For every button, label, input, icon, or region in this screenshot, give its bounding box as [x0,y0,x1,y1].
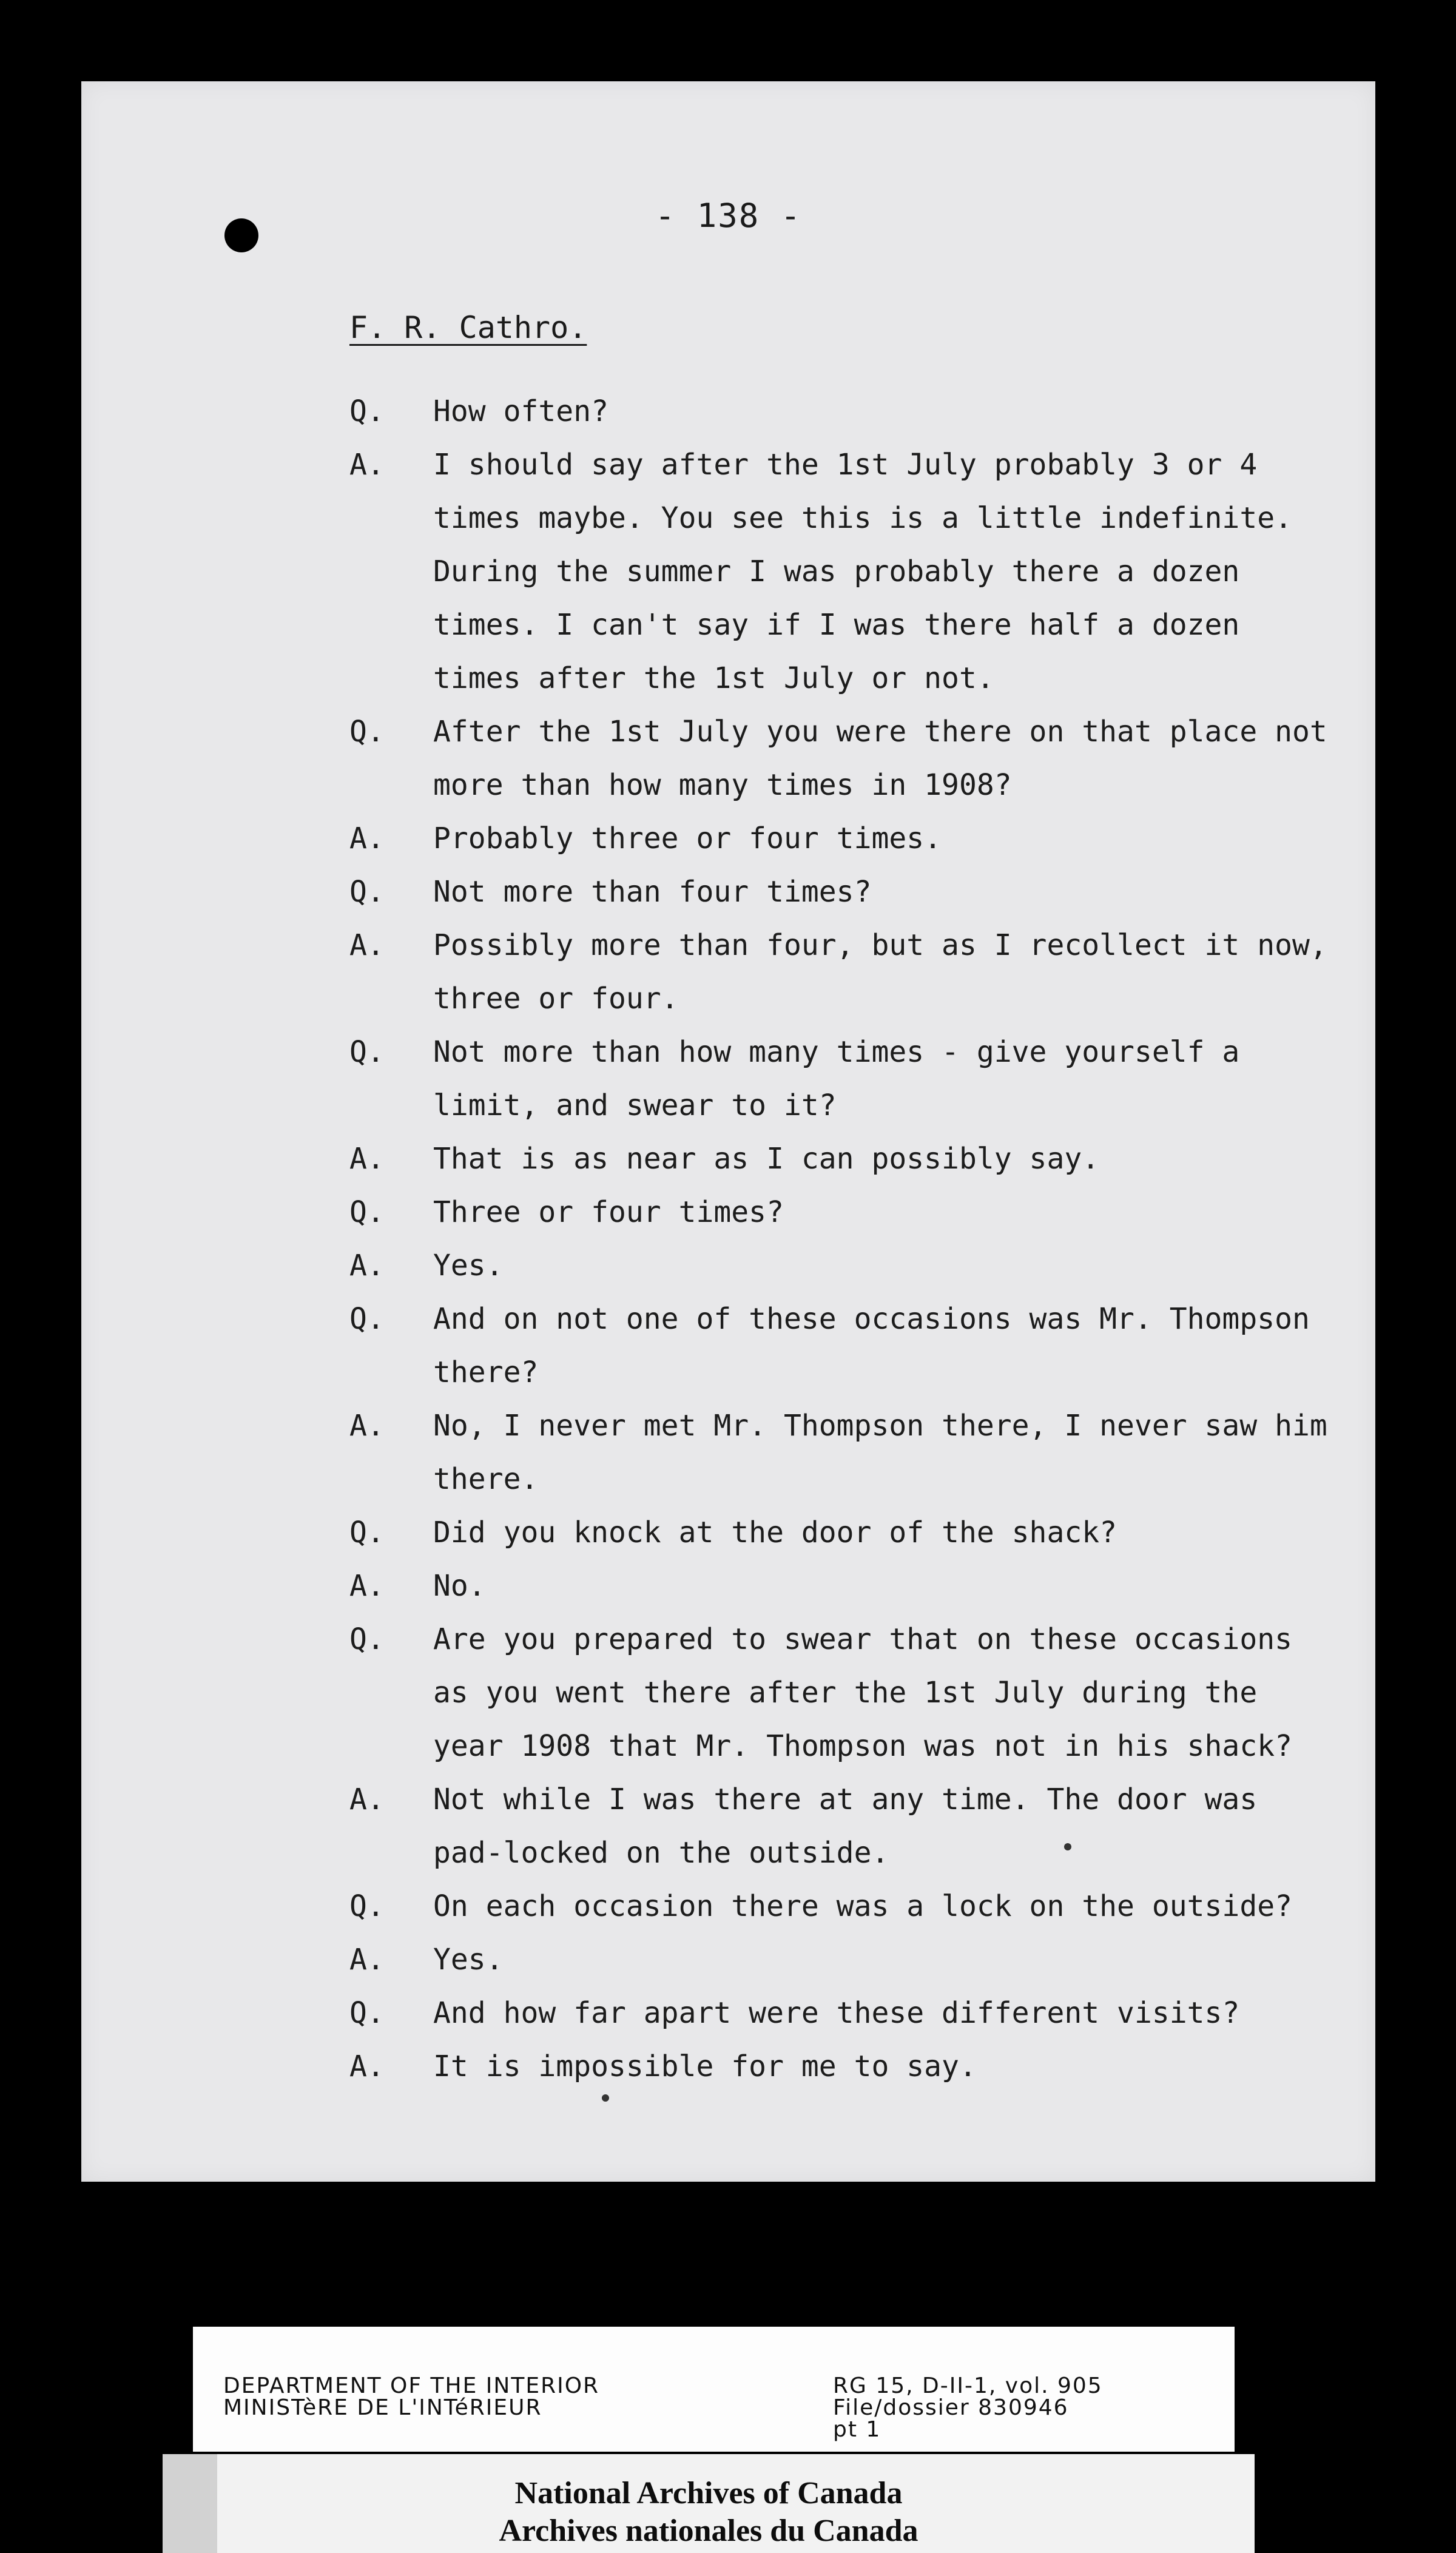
archives-name [163,2475,1255,2550]
speaker-label: Q. [349,875,385,909]
testimony-text: Are you prepared to swear that on these occasions as you went there after the 1st July during the year 1908 that Mr. Thompson was not in his shack? [433,1622,1293,1763]
department-block [223,2375,599,2419]
question-row [349,1185,1344,1239]
testimony-text: On each occasion there was a lock on the outside? [433,1889,1293,1923]
speaker-label: Q. [349,1622,385,1656]
testimony-text: And how far apart were these different visits? [433,1996,1240,2030]
answer-row [349,919,1344,1025]
reference: RG 15, D-II-1, vol. 905 [833,2373,1103,2398]
testimony-text: Did you knock at the door of the shack? [433,1516,1117,1550]
question-row [349,1292,1344,1399]
archives-name-en: National Archives of Canada [514,2476,903,2511]
ink-dot [602,2094,609,2102]
document-page [81,81,1375,2182]
testimony-text: Yes. [433,1249,504,1283]
answer-row [349,1399,1344,1506]
archives-name-fr: Archives nationales du Canada [499,2514,918,2548]
department-en: DEPARTMENT OF THE INTERIOR [223,2373,600,2398]
transcript [349,385,1344,2093]
speaker-label: A. [349,821,385,855]
speaker-label: A. [349,1943,385,1977]
testimony-text: I should say after the 1st July probably 3 or 4 times maybe. You see this is a little indefinite. During the summer I was probably there a dozen times. I can't say if I was there half a dozen times after the 1st July or not. [433,448,1293,695]
file-number: File/dossier 830946 [833,2395,1069,2420]
testimony-text: That is as near as I can possibly say. [433,1142,1100,1176]
part-number: pt 1 [833,2417,881,2442]
page-number: - 138 - [655,197,802,235]
testimony-text: No. [433,1569,486,1603]
speaker-label: Q. [349,715,385,749]
testimony-text: Three or four times? [433,1195,784,1229]
answer-row [349,1239,1344,1292]
speaker-label: A. [349,448,385,482]
answer-row [349,1559,1344,1613]
speaker-label: Q. [349,1195,385,1229]
testimony-text: It is impossible for me to say. [433,2049,977,2083]
speaker-label: Q. [349,1996,385,2030]
answer-row [349,438,1344,705]
question-row [349,1880,1344,1933]
testimony-text: Not more than four times? [433,875,872,909]
testimony-text: Possibly more than four, but as I recollect it now, three or four. [433,928,1327,1016]
speaker-label: A. [349,1142,385,1176]
speaker-label: A. [349,1569,385,1603]
answer-row [349,2040,1344,2093]
question-row [349,1506,1344,1559]
question-row [349,865,1344,919]
testimony-text: Not more than how many times - give yourself a limit, and swear to it? [433,1035,1240,1122]
reference-block [833,2375,1103,2441]
question-row [349,385,1344,438]
speaker-label: A. [349,1782,385,1816]
testimony-text: Probably three or four times. [433,821,942,855]
speaker-label: A. [349,928,385,962]
testimony-text: After the 1st July you were there on that place not more than how many times in 1908? [433,715,1327,802]
question-row [349,1025,1344,1132]
answer-row [349,1773,1344,1880]
testimony-text: And on not one of these occasions was Mr. Thompson there? [433,1302,1310,1389]
testimony-text: No, I never met Mr. Thompson there, I never saw him there. [433,1409,1327,1496]
witness-name: F. R. Cathro. [349,310,587,345]
department-fr: MINISTèRE DE L'INTéRIEUR [223,2395,542,2420]
answer-row [349,1132,1344,1185]
question-row [349,705,1344,812]
archival-label [193,2327,1235,2452]
answer-row [349,1933,1344,1986]
speaker-label: Q. [349,1889,385,1923]
question-row [349,1986,1344,2040]
archives-banner [163,2454,1255,2553]
speaker-label: Q. [349,1516,385,1550]
speaker-label: A. [349,1249,385,1283]
answer-row [349,812,1344,865]
speaker-label: A. [349,1409,385,1443]
testimony-text: Yes. [433,1943,504,1977]
speaker-label: Q. [349,1302,385,1336]
question-row [349,1613,1344,1773]
speaker-label: A. [349,2049,385,2083]
testimony-text: Not while I was there at any time. The door was pad-locked on the outside. [433,1782,1258,1870]
speaker-label: Q. [349,1035,385,1069]
testimony-text: How often? [433,394,608,428]
ink-dot [1064,1843,1071,1850]
speaker-label: Q. [349,394,385,428]
